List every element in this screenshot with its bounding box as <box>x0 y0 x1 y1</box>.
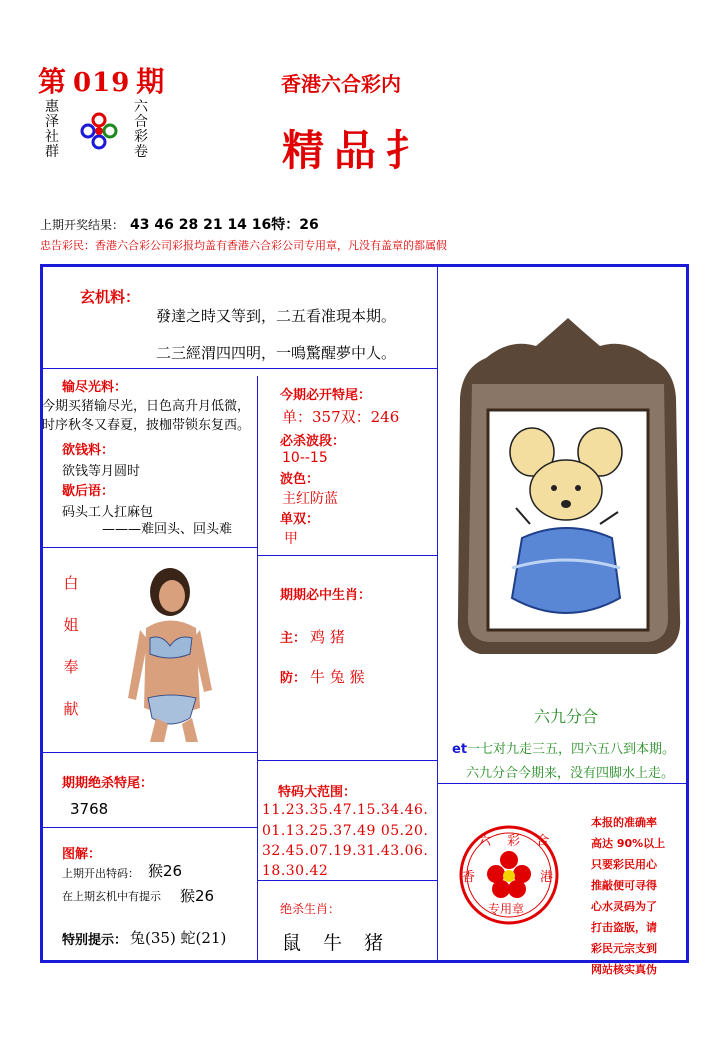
shuyin-line2: 时序秋冬又春夏，披枷带锁东复西。 <box>42 418 251 433</box>
tail-kill-label: 期期绝杀特尾： <box>62 776 154 791</box>
frame-right <box>686 264 689 963</box>
tail-special-label: 今期必开特尾： <box>280 388 372 403</box>
xiehouyu-label: 歇后语： <box>62 484 115 499</box>
wave-color-label: 波色： <box>280 472 320 487</box>
note-line-4: 心水灵码为了 <box>591 900 657 913</box>
tujie-row1-value: 猴26 <box>148 862 183 880</box>
wave-must-label: 必杀波段： <box>280 434 346 449</box>
zodiac-main-label: 主： <box>280 631 307 646</box>
note-line-0: 本报的准确率 <box>591 816 657 829</box>
wave-must-value: 10--15 <box>282 450 328 466</box>
tujie-row2-label: 在上期玄机中有提示 <box>62 890 161 903</box>
odd-even-label: 单双： <box>280 512 320 527</box>
right-vertical-label: 六合彩卷 <box>134 99 148 160</box>
divider-col-mid <box>257 376 258 963</box>
zodiac-defend-label: 防： <box>280 671 307 686</box>
issue-suffix: 期 <box>136 65 166 98</box>
special-range-label: 特码大范围： <box>278 785 357 800</box>
picture-caption: 六九分合 <box>534 707 599 726</box>
hint-value: 兔(35) 蛇(21) <box>130 929 227 947</box>
publisher-name: 香港六合彩内 <box>281 72 401 96</box>
divider-right-1 <box>437 783 688 784</box>
issue-label <box>38 60 165 100</box>
wave-color-value: 主红防蓝 <box>282 491 338 507</box>
special-range-row-3: 18.30.42 <box>262 863 329 879</box>
left-vertical-label: 惠泽社群 <box>45 99 59 160</box>
picture-line1-text: 一七对九走三五，四六五八到本期。 <box>467 742 676 757</box>
paper-title: 精品扌 <box>282 126 439 175</box>
lottery-logo <box>78 110 120 152</box>
tujie-row1-label: 上期开出特码： <box>62 867 139 880</box>
zodiac-main <box>280 626 345 647</box>
note-line-2: 只要彩民用心 <box>591 858 657 871</box>
issue-number: 019 <box>73 68 131 98</box>
frame-top <box>40 264 688 267</box>
vertical-side-text: 白姐奉献 <box>63 574 79 718</box>
picture-line2: 六九分合今期来，没有四脚水上走。 <box>466 766 675 781</box>
divider-left-1 <box>40 547 258 548</box>
warning-line <box>40 237 447 253</box>
note-line-3: 推敲便可寻得 <box>591 879 657 892</box>
tail-special-value: 单：357双：246 <box>282 408 400 426</box>
tujie-label: 图解： <box>62 847 102 862</box>
seal-right-char: 港 <box>540 870 554 885</box>
xuanji-line1: 發達之時又等到，二五看准現本期。 <box>156 307 397 325</box>
divider-mid-2 <box>257 760 438 761</box>
yuqian-label: 欲钱料： <box>62 443 115 458</box>
zodiac-main-value: 鸡 猪 <box>310 628 345 646</box>
zodiac-defend-value: 牛 兔 猴 <box>310 668 365 686</box>
special-range-row-1: 01.13.25.37.49 05.20. <box>262 823 429 839</box>
picture-line1 <box>452 738 675 757</box>
last-result <box>40 214 319 234</box>
last-result-label: 上期开奖结果： <box>40 218 125 232</box>
note-line-7: 网站核实真伪 <box>591 963 657 976</box>
shuyin-label: 输尽光料： <box>62 380 128 395</box>
seal-top-chars: 六 彩 合 <box>478 834 556 849</box>
divider-col-right <box>437 264 438 963</box>
last-result-numbers: 43 46 28 21 14 16特：26 <box>130 217 319 233</box>
model-photo <box>120 558 218 742</box>
tail-kill-value: 3768 <box>70 800 109 818</box>
divider-mid-1 <box>257 555 438 556</box>
shuyin-line1: 今期买猪输尽光，日色高升月低微， <box>42 399 251 414</box>
hint-label: 特别提示： <box>62 933 128 948</box>
xuanji-line2: 二三經渭四四明，一鳴驚醒夢中人。 <box>156 344 397 362</box>
note-line-1: 高达 90%以上 <box>591 837 666 850</box>
xiehouyu-line2: ———难回头、回头难 <box>102 522 233 537</box>
zodiac-kill-label: 绝杀生肖： <box>280 902 341 916</box>
zodiac-must-label: 期期必中生肖： <box>280 588 372 603</box>
xiehouyu-line1: 码头工人扛麻包 <box>62 505 154 520</box>
divider-left-3 <box>40 827 258 828</box>
odd-even-value: 甲 <box>284 531 298 547</box>
seal-bottom-text: 专用章 <box>488 902 525 916</box>
yuqian-text: 欲钱等月圆时 <box>62 464 141 479</box>
issue-prefix: 第 <box>38 65 68 98</box>
note-line-6: 彩民元宗支到 <box>591 942 657 955</box>
zodiac-defend <box>280 666 365 687</box>
xuanji-label: 玄机料： <box>80 288 141 306</box>
warning-text: 香港六合彩公司彩报均盖有香港六合彩公司专用章，凡没有盖章的都属假 <box>95 239 447 252</box>
tujie-row2-value: 猴26 <box>180 887 215 905</box>
special-range-row-0: 11.23.35.47.15.34.46. <box>262 802 429 818</box>
accuracy-note <box>591 812 665 980</box>
divider-left-2 <box>40 752 258 753</box>
warning-prefix: 忠告彩民： <box>40 239 95 252</box>
seal-left-char: 香 <box>462 870 476 885</box>
picture-line1-prefix: et <box>452 742 468 757</box>
divider-mid-3 <box>257 880 438 881</box>
special-range-row-2: 32.45.07.19.31.43.06. <box>262 843 429 859</box>
divider-xuanji-bottom <box>40 368 438 369</box>
note-line-5: 打击盗版，请 <box>591 921 657 934</box>
zodiac-kill-value: 鼠 牛 猪 <box>282 932 392 954</box>
framed-picture <box>450 318 686 658</box>
